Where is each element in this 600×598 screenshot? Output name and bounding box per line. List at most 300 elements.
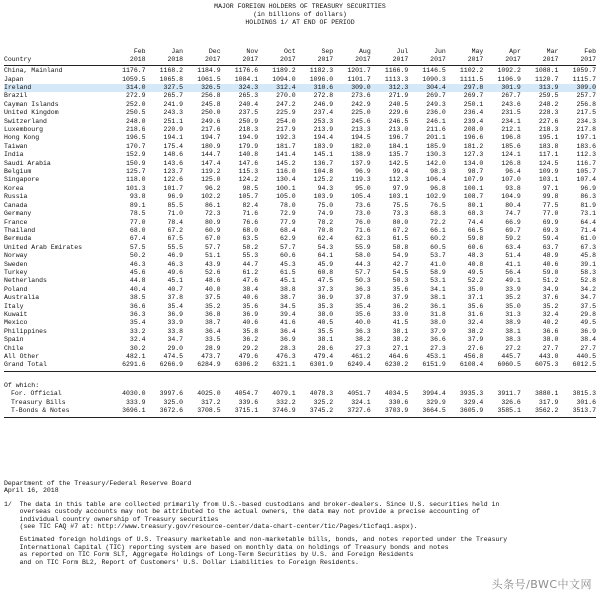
period-month: Oct <box>283 48 296 55</box>
holding-value: 31.3 <box>505 310 521 318</box>
period-month: Jan <box>171 48 184 55</box>
holding-value: 479.4 <box>313 353 334 360</box>
holding-value: 196.5 <box>126 134 146 142</box>
holding-value: 99.8 <box>542 193 559 201</box>
holding-value: 245.8 <box>201 100 221 108</box>
holding-value: 40.4 <box>129 285 146 293</box>
country-row <box>4 294 596 302</box>
country-row <box>4 126 596 134</box>
holding-value: 37.8 <box>355 294 371 302</box>
holding-value: 36.3 <box>129 310 146 318</box>
holding-value: 297.8 <box>446 84 484 92</box>
holding-value: 192.3 <box>276 134 296 142</box>
holding-value: 246.9 <box>313 100 334 108</box>
holding-value: 68.3 <box>467 210 484 218</box>
holding-value: 38.7 <box>280 294 296 302</box>
holding-value: 35.2 <box>542 302 559 310</box>
holding-value: 78.0 <box>280 201 296 209</box>
subtotal-row <box>4 407 596 415</box>
holding-value: 256.8 <box>201 92 221 100</box>
holding-value: 66.5 <box>467 226 484 234</box>
holding-value: 324.3 <box>221 84 259 92</box>
holding-value: 453.1 <box>426 353 446 360</box>
holding-value: 36.8 <box>204 310 221 318</box>
holding-value: 58.8 <box>392 243 409 251</box>
holding-value: 194.4 <box>313 134 334 142</box>
subtotal-value: 4030.0 <box>122 390 146 398</box>
holding-value: 243.6 <box>501 100 521 108</box>
holding-value: 1113.3 <box>384 75 409 83</box>
holding-value: 86.1 <box>204 201 221 209</box>
holding-value: 73.3 <box>392 210 409 218</box>
holding-value: 48.3 <box>467 252 484 260</box>
period-year: 2017 <box>355 55 371 63</box>
country-name: Brazil <box>4 92 28 100</box>
holding-value: 130.3 <box>426 151 446 159</box>
holding-value: 27.3 <box>430 344 446 352</box>
holding-value: 141.4 <box>276 151 296 159</box>
holding-value: 33.0 <box>392 310 409 318</box>
holding-value: 69.7 <box>505 226 521 234</box>
holding-value: 106.4 <box>426 176 446 184</box>
holding-value: 6230.2 <box>384 361 409 369</box>
subtotal-value: 3880.1 <box>534 390 559 398</box>
holding-value: 183.8 <box>538 142 559 150</box>
holding-value: 96.9 <box>580 184 596 192</box>
holding-value: 313.9 <box>521 84 559 92</box>
holding-value: 140.8 <box>238 151 259 159</box>
holding-value: 250.1 <box>463 100 484 108</box>
period-year: 2017 <box>580 55 596 63</box>
holding-value: 44.3 <box>355 260 371 268</box>
holding-value: 148.6 <box>163 151 184 159</box>
country-name: Kuwait <box>4 310 28 318</box>
holding-value: 217.5 <box>576 109 596 117</box>
holding-value: 175.4 <box>163 142 184 150</box>
holding-value: 112.3 <box>388 176 409 184</box>
holding-value: 41.1 <box>505 260 521 268</box>
holding-value: 55.5 <box>167 243 184 251</box>
holding-value: 32.4 <box>467 319 484 327</box>
holding-value: 35.6 <box>242 302 259 310</box>
subtotal-value: 3562.2 <box>534 407 559 415</box>
subtotal-value: 326.6 <box>501 398 521 406</box>
holding-value: 1184.9 <box>197 67 221 75</box>
holding-value: 53.7 <box>430 252 446 260</box>
holding-value: 67.2 <box>167 226 184 234</box>
holding-value: 38.3 <box>505 336 521 344</box>
holding-value: 36.2 <box>392 302 409 310</box>
of-which-label: Of which: <box>4 381 40 389</box>
holding-value: 37.6 <box>542 294 559 302</box>
holding-value: 58.3 <box>580 268 596 276</box>
holding-value: 142.0 <box>426 159 446 167</box>
subtotal-value: 3585.1 <box>497 407 521 415</box>
holding-value: 43.9 <box>204 260 221 268</box>
period-year: 2017 <box>467 55 484 63</box>
subtotal-value: 4079.1 <box>272 390 296 398</box>
country-row <box>4 336 596 344</box>
footer-date: April 16, 2018 <box>4 487 59 495</box>
table-header <box>0 3 600 27</box>
holding-value: 58.9 <box>430 268 446 276</box>
holding-value: 6266.9 <box>159 361 184 369</box>
holding-value: 67.4 <box>129 235 146 243</box>
holding-value: 102.9 <box>426 193 446 201</box>
period-month: May <box>471 48 484 55</box>
country-name: Turkey <box>4 268 28 276</box>
period-column-header <box>146 48 184 63</box>
holding-value: 125.2 <box>313 176 334 184</box>
holding-value: 61.0 <box>580 235 596 243</box>
holding-value: 1059.7 <box>572 67 596 75</box>
holding-value: 35.5 <box>317 327 334 335</box>
holding-value: 45.1 <box>280 277 296 285</box>
holding-value: 301.9 <box>483 84 521 92</box>
period-column-header <box>521 48 559 63</box>
divider-line <box>4 65 596 66</box>
holding-value: 1101.7 <box>347 75 371 83</box>
holding-value: 61.5 <box>280 268 296 276</box>
country-name: Australia <box>4 294 40 302</box>
country-name: All Other <box>4 353 40 360</box>
holding-value: 217.8 <box>576 126 596 134</box>
holding-value: 28.9 <box>204 344 221 352</box>
holding-value: 36.6 <box>542 327 559 335</box>
country-name: Spain <box>4 336 24 344</box>
holding-value: 34.7 <box>167 336 184 344</box>
subtotal-value: 3672.6 <box>159 407 184 415</box>
holding-value: 35.8 <box>242 327 259 335</box>
subtotal-value: 325.2 <box>313 398 334 406</box>
period-column-header <box>183 48 221 63</box>
holding-value: 6075.3 <box>534 361 559 369</box>
holding-value: 38.7 <box>204 319 221 327</box>
holding-value: 225.0 <box>351 109 371 117</box>
holding-value: 208.0 <box>463 126 484 134</box>
holding-value: 45.6 <box>129 268 146 276</box>
holding-value: 34.5 <box>280 302 296 310</box>
holding-value: 118.0 <box>126 176 146 184</box>
country-name: Bermuda <box>4 235 32 243</box>
holding-value: 247.2 <box>276 100 296 108</box>
holding-value: 249.6 <box>201 117 221 125</box>
holding-value: 479.6 <box>238 353 259 360</box>
period-year: 2017 <box>430 55 446 63</box>
holding-value: 52.2 <box>467 277 484 285</box>
holding-value: 145.1 <box>313 151 334 159</box>
estimate-line: Estimated foreign holdings of U.S. Treasury marketable and non-marketable bills, bonds, and notes reported under the Treasury <box>4 536 508 544</box>
holding-value: 33.9 <box>505 285 521 293</box>
country-name: Philippines <box>4 327 47 335</box>
country-name: Poland <box>4 285 28 293</box>
holding-value: 35.6 <box>392 285 409 293</box>
subtotal-value: 330.6 <box>388 398 409 406</box>
country-row <box>4 101 596 109</box>
holding-value: 265.7 <box>163 92 184 100</box>
country-row <box>4 134 596 142</box>
period-month: Apr <box>509 48 521 55</box>
country-row <box>4 261 596 269</box>
holding-value: 182.0 <box>351 142 371 150</box>
holding-value: 40.0 <box>355 319 371 327</box>
holding-value: 37.5 <box>580 302 596 310</box>
holding-value: 40.2 <box>542 319 559 327</box>
holding-value: 68.4 <box>280 226 296 234</box>
holding-value: 76.6 <box>242 218 259 226</box>
country-name: Germany <box>4 210 32 218</box>
holding-value: 34.2 <box>580 285 596 293</box>
holding-value: 38.2 <box>392 336 409 344</box>
holding-value: 77.0 <box>542 210 559 218</box>
subtotal-row <box>4 399 596 407</box>
country-row <box>4 202 596 210</box>
holding-value: 58.0 <box>355 252 371 260</box>
holding-value: 38.5 <box>129 294 146 302</box>
holding-value: 54.3 <box>317 243 334 251</box>
holding-value: 77.5 <box>542 201 559 209</box>
holding-value: 98.5 <box>242 184 259 192</box>
holding-value: 309.0 <box>333 84 371 92</box>
holding-value: 138.9 <box>351 151 371 159</box>
holding-value: 40.7 <box>167 285 184 293</box>
holding-value: 96.9 <box>167 193 184 201</box>
holding-value: 50.3 <box>392 277 409 285</box>
holding-value: 35.4 <box>129 319 146 327</box>
holding-value: 52.8 <box>580 277 596 285</box>
holding-value: 35.4 <box>355 302 371 310</box>
holding-value: 98.3 <box>430 168 446 176</box>
holding-value: 74.9 <box>317 210 334 218</box>
holding-value: 36.6 <box>129 302 146 310</box>
holding-value: 250.5 <box>126 109 146 117</box>
holding-value: 304.4 <box>408 84 446 92</box>
holding-value: 127.3 <box>463 151 484 159</box>
holding-value: 77.0 <box>129 218 146 226</box>
holding-value: 1096.0 <box>309 75 334 83</box>
country-row <box>4 361 596 369</box>
subtotal-value: 4051.7 <box>347 390 371 398</box>
holding-value: 59.2 <box>505 235 521 243</box>
holding-value: 73.0 <box>355 210 371 218</box>
divider-line <box>4 371 596 372</box>
holding-value: 45.8 <box>580 252 596 260</box>
holding-value: 63.5 <box>242 235 259 243</box>
footer <box>4 480 596 566</box>
holding-value: 96.2 <box>204 184 221 192</box>
holding-value: 213.9 <box>313 126 334 134</box>
subtotal-value: 3513.7 <box>572 407 596 415</box>
period-year: 2017 <box>505 55 521 63</box>
holding-value: 252.0 <box>126 100 146 108</box>
holding-value: 181.7 <box>276 142 296 150</box>
country-row <box>4 328 596 336</box>
holding-value: 217.6 <box>201 126 221 134</box>
holding-value: 35.3 <box>317 302 334 310</box>
holding-value: 107.9 <box>463 176 484 184</box>
holding-value: 55.3 <box>242 252 259 260</box>
holding-value: 456.8 <box>463 353 484 360</box>
subtotal-value: 332.2 <box>276 398 296 406</box>
holding-value: 62.3 <box>355 235 371 243</box>
watermark: 头条号/BWC中文网 <box>491 578 592 591</box>
holding-value: 29.2 <box>242 344 259 352</box>
country-name: Korea <box>4 184 24 192</box>
period-column-header <box>446 48 484 63</box>
holding-value: 135.7 <box>388 151 409 159</box>
holding-value: 38.1 <box>430 294 446 302</box>
holding-value: 201.1 <box>426 134 446 142</box>
holding-value: 97.1 <box>542 184 559 192</box>
period-year: 2017 <box>317 55 334 63</box>
holding-value: 248.0 <box>126 117 146 125</box>
holding-value: 74.4 <box>467 218 484 226</box>
holding-value: 312.4 <box>258 84 296 92</box>
country-row <box>4 168 596 176</box>
holding-value: 42.7 <box>392 260 409 268</box>
holding-value: 327.5 <box>146 84 184 92</box>
holding-value: 35.4 <box>167 302 184 310</box>
holding-value: 234.3 <box>576 117 596 125</box>
subtotal-value: 3745.2 <box>309 407 334 415</box>
holding-value: 194.7 <box>201 134 221 142</box>
holding-value: 246.5 <box>388 117 409 125</box>
holding-value: 239.4 <box>463 117 484 125</box>
holding-value: 45.3 <box>280 260 296 268</box>
country-name: Norway <box>4 252 28 260</box>
period-column-header <box>108 48 146 63</box>
period-month: Nov <box>246 48 259 55</box>
holding-value: 34.9 <box>542 285 559 293</box>
holding-value: 6291.6 <box>122 361 146 369</box>
holding-value: 60.6 <box>467 243 484 251</box>
holding-value: 36.3 <box>355 327 371 335</box>
holding-value: 310.6 <box>296 84 334 92</box>
subtotal-label: For. Official <box>11 390 62 398</box>
holding-value: 185.6 <box>501 142 521 150</box>
holding-value: 218.3 <box>238 126 259 134</box>
holdings-table <box>4 48 596 419</box>
holding-value: 246.1 <box>426 117 446 125</box>
holding-value: 1065.8 <box>159 75 184 83</box>
footnote-line: (see TIC FAQ #7 at: http://www.treasury.gov/resource-center/data-chart-center/tic/Pages/ticfaq1.aspx). <box>4 523 418 531</box>
holding-value: 257.7 <box>576 92 596 100</box>
subtotal-value: 4078.3 <box>309 390 334 398</box>
country-name: Ireland <box>4 84 108 92</box>
holding-value: 38.0 <box>317 310 334 318</box>
holding-value: 250.0 <box>201 109 221 117</box>
holding-value: 52.6 <box>204 268 221 276</box>
period-column-header <box>333 48 371 63</box>
holding-value: 96.8 <box>430 184 446 192</box>
holding-value: 28.3 <box>280 344 296 352</box>
holding-value: 35.0 <box>505 302 521 310</box>
rule-cell <box>4 415 596 419</box>
holding-value: 103.1 <box>538 176 559 184</box>
holding-value: 37.8 <box>167 294 184 302</box>
country-row <box>4 227 596 235</box>
holding-value: 37.9 <box>392 294 409 302</box>
holding-value: 185.9 <box>426 142 446 150</box>
holding-value: 35.6 <box>355 310 371 318</box>
holding-value: 36.2 <box>242 336 259 344</box>
holding-value: 69.3 <box>542 226 559 234</box>
subtotal-value: 3911.7 <box>497 390 521 398</box>
holding-value: 67.2 <box>392 226 409 234</box>
country-row <box>4 353 596 361</box>
country-row <box>4 269 596 277</box>
country-name: Mexico <box>4 319 28 327</box>
holding-value: 116.7 <box>576 159 596 167</box>
holding-value: 47.5 <box>317 277 334 285</box>
holding-value: 74.7 <box>505 210 521 218</box>
holding-value: 67.3 <box>580 243 596 251</box>
holding-value: 57.7 <box>280 243 296 251</box>
holding-value: 40.8 <box>467 260 484 268</box>
holding-value: 71.0 <box>167 210 184 218</box>
country-name: Russia <box>4 193 28 201</box>
holding-value: 231.5 <box>501 109 521 117</box>
holding-value: 237.5 <box>238 109 259 117</box>
holding-value: 75.0 <box>317 201 334 209</box>
holding-value: 27.6 <box>467 344 484 352</box>
holding-value: 38.9 <box>505 319 521 327</box>
period-year: 2018 <box>167 55 184 63</box>
country-row <box>4 286 596 294</box>
holding-value: 150.9 <box>126 159 146 167</box>
holding-value: 62.4 <box>317 235 334 243</box>
holding-value: 269.7 <box>463 92 484 100</box>
holding-value: 40.5 <box>317 319 334 327</box>
holding-value: 34.7 <box>580 294 596 302</box>
holding-value: 6012.5 <box>572 361 596 369</box>
estimate-note <box>4 536 596 566</box>
holding-value: 267.7 <box>501 92 521 100</box>
period-column-header <box>296 48 334 63</box>
holding-value: 70.8 <box>317 226 334 234</box>
holding-value: 54.5 <box>392 268 409 276</box>
subtotal-value: 3703.9 <box>384 407 409 415</box>
period-month: Feb <box>584 48 596 55</box>
holding-value: 6249.4 <box>347 361 371 369</box>
holding-value: 130.4 <box>276 176 296 184</box>
subtotal-value: 3708.5 <box>197 407 221 415</box>
subtotal-value: 329.9 <box>426 398 446 406</box>
holding-value: 78.5 <box>129 210 146 218</box>
holding-value: 117.1 <box>538 151 559 159</box>
holding-value: 218.3 <box>538 126 559 134</box>
country-name: United Arab Emirates <box>4 243 83 251</box>
holding-value: 1094.0 <box>272 75 296 83</box>
country-name: Luxembourg <box>4 126 44 134</box>
holding-value: 197.1 <box>576 134 596 142</box>
country-name: Japan <box>4 75 24 83</box>
holding-value: 314.0 <box>108 84 146 92</box>
holding-value: 48.6 <box>204 277 221 285</box>
holding-value: 272.9 <box>126 92 146 100</box>
holding-value: 30.2 <box>129 344 146 352</box>
period-month: Jun <box>434 48 446 55</box>
holding-value: 122.6 <box>163 176 184 184</box>
holding-value: 6306.2 <box>234 361 259 369</box>
footnote-line: individual country ownership of Treasury securities <box>4 515 219 523</box>
holding-value: 170.7 <box>126 142 146 150</box>
holding-value: 59.8 <box>467 235 484 243</box>
holding-value: 1166.9 <box>384 67 409 75</box>
holding-value: 100.1 <box>276 184 296 192</box>
period-column-header <box>408 48 446 63</box>
holding-value: 36.9 <box>580 327 596 335</box>
